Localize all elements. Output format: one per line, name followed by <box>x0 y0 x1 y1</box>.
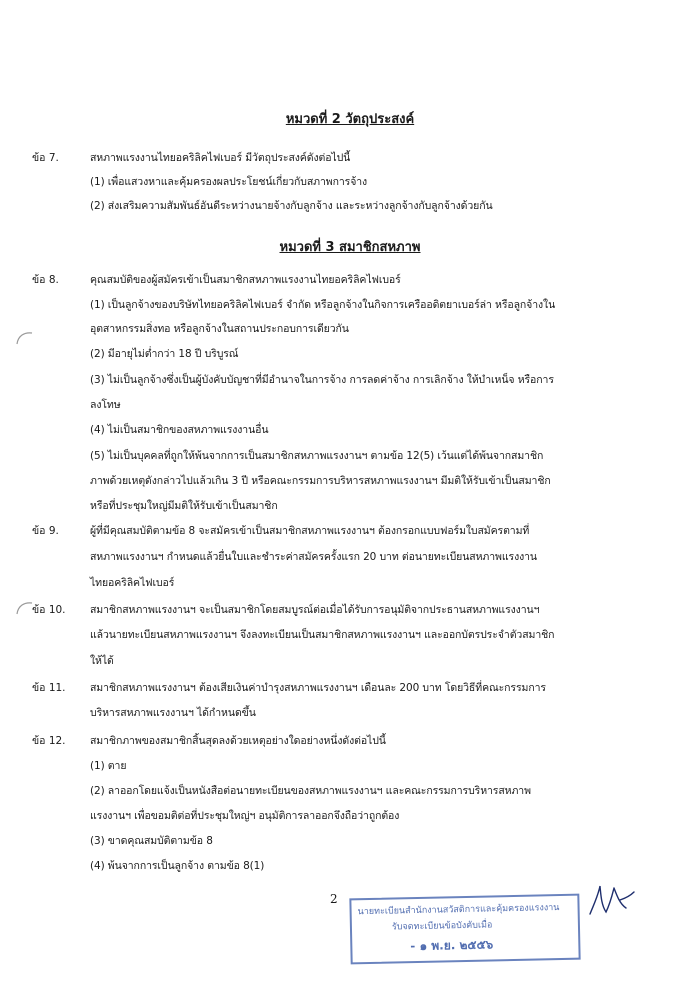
clause-8-item-5-line-3: หรือที่ประชุมใหญ่มีมติให้รับเข้าเป็นสมาชิก <box>90 500 278 512</box>
registration-stamp <box>349 894 580 965</box>
clause-8-item-2: (2) มีอายุไม่ต่ำกว่า 18 ปี บริบูรณ์ <box>90 348 239 360</box>
clause-7-item-1: (1) เพื่อแสวงหาและคุ้มครองผลประโยชน์เกี่ยวกับสภาพการจ้าง <box>90 176 368 188</box>
clause-7-text: สหภาพแรงงานไทยอคริลิคไฟเบอร์ มีวัตถุประสงค์ดังต่อไปนี้ <box>90 152 351 164</box>
clause-8-item-1-line-1: (1) เป็นลูกจ้างของบริษัทไทยอคริลิคไฟเบอร์ จำกัด หรือลูกจ้างในกิจการเครืออดิตยาเบอร์ล่า หรือลูกจ้างใน <box>90 299 556 311</box>
stamp-date: - ๑ พ.ย. ๒๕๕๖ <box>410 937 494 954</box>
clause-11-label: ข้อ 11. <box>32 682 66 694</box>
clause-12-label: ข้อ 12. <box>32 735 66 747</box>
stamp-line-2: รับจดทะเบียนข้อบังคับเมื่อ <box>391 920 493 933</box>
clause-12-item-1: (1) ตาย <box>90 760 127 772</box>
clause-8-item-3-line-2: ลงโทษ <box>90 399 121 411</box>
clause-9-line-2: สหภาพแรงงานฯ กำหนดแล้วยื่นใบและชำระค่าสมัครครั้งแรก 20 บาท ต่อนายทะเบียนสหภาพแรงงาน <box>90 551 537 563</box>
chapter-2-heading: หมวดที่ 2 วัตถุประสงค์ <box>285 112 415 127</box>
clause-12-item-2-line-1: (2) ลาออกโดยแจ้งเป็นหนังสือต่อนายทะเบียนของสหภาพแรงงานฯ และคณะกรรมการบริหารสหภาพ <box>90 785 531 797</box>
clause-8-item-3-line-1: (3) ไม่เป็นลูกจ้างซึ่งเป็นผู้บังคับบัญชาที่มีอำนาจในการจ้าง การลดค่าจ้าง การเลิกจ้าง ให้บำเหน็จ หรือการ <box>90 374 554 386</box>
clause-9-label: ข้อ 9. <box>32 525 59 537</box>
punch-hole-mark <box>14 600 34 616</box>
clause-12-item-4: (4) พ้นจากการเป็นลูกจ้าง ตามข้อ 8(1) <box>90 860 265 872</box>
clause-9-line-1: ผู้ที่มีคุณสมบัติตามข้อ 8 จะสมัครเข้าเป็นสมาชิกสหภาพแรงงานฯ ต้องกรอกแบบฟอร์มใบสมัครตามที่ <box>90 525 530 537</box>
punch-hole-mark <box>14 330 34 346</box>
clause-10-label: ข้อ 10. <box>32 604 66 616</box>
clause-12-text: สมาชิกภาพของสมาชิกสิ้นสุดลงด้วยเหตุอย่างใดอย่างหนึ่งดังต่อไปนี้ <box>90 735 386 747</box>
clause-8-text: คุณสมบัติของผู้สมัครเข้าเป็นสมาชิกสหภาพแรงงานไทยอคริลิคไฟเบอร์ <box>90 274 401 286</box>
clause-12-item-3: (3) ขาดคุณสมบัติตามข้อ 8 <box>90 835 213 847</box>
page-number: 2 <box>330 892 338 906</box>
clause-10-line-3: ให้ได้ <box>90 655 114 667</box>
clause-7-item-2: (2) ส่งเสริมความสัมพันธ์อันดีระหว่างนายจ้างกับลูกจ้าง และระหว่างลูกจ้างกับลูกจ้างด้วยกัน <box>90 200 493 212</box>
chapter-3-heading: หมวดที่ 3 สมาชิกสหภาพ <box>279 240 421 255</box>
handwritten-signature <box>584 874 636 920</box>
clause-8-item-1-line-2: อุตสาหกรรมสิ่งทอ หรือลูกจ้างในสถานประกอบการเดียวกัน <box>90 323 349 335</box>
clause-7-label: ข้อ 7. <box>32 152 59 164</box>
clause-9-line-3: ไทยอคริลิคไฟเบอร์ <box>90 577 175 589</box>
clause-8-item-5-line-1: (5) ไม่เป็นบุคคลที่ถูกให้พ้นจากการเป็นสมาชิกสหภาพแรงงานฯ ตามข้อ 12(5) เว้นแต่ได้พ้นจากสมาชิก <box>90 450 544 462</box>
clause-10-line-2: แล้วนายทะเบียนสหภาพแรงงานฯ จึงลงทะเบียนเป็นสมาชิกสหภาพแรงงานฯ และออกบัตรประจำตัวสมาชิก <box>90 629 555 641</box>
clause-11-line-2: บริหารสหภาพแรงงานฯ ได้กำหนดขึ้น <box>90 707 256 719</box>
stamp-line-1: นายทะเบียนสำนักงานสวัสดิการและคุ้มครองแรงงาน <box>357 903 560 918</box>
clause-8-item-5-line-2: ภาพด้วยเหตุดังกล่าวไปแล้วเกิน 3 ปี หรือคณะกรรมการบริหารสหภาพแรงงานฯ มีมติให้รับเข้าเป็นสมาชิก <box>90 475 551 487</box>
clause-8-label: ข้อ 8. <box>32 274 59 286</box>
clause-8-item-4: (4) ไม่เป็นสมาชิกของสหภาพแรงงานอื่น <box>90 424 269 436</box>
clause-12-item-2-line-2: แรงงานฯ เพื่อขอมติต่อที่ประชุมใหญ่ฯ อนุมัติการลาออกจึงถือว่าถูกต้อง <box>90 810 400 822</box>
clause-11-line-1: สมาชิกสหภาพแรงงานฯ ต้องเสียเงินค่าบำรุงสหภาพแรงงานฯ เดือนละ 200 บาท โดยวิธีที่คณะกรรมการ <box>90 682 546 694</box>
clause-10-line-1: สมาชิกสหภาพแรงงานฯ จะเป็นสมาชิกโดยสมบูรณ์ต่อเมื่อได้รับการอนุมัติจากประธานสหภาพแรงงานฯ <box>90 604 540 616</box>
